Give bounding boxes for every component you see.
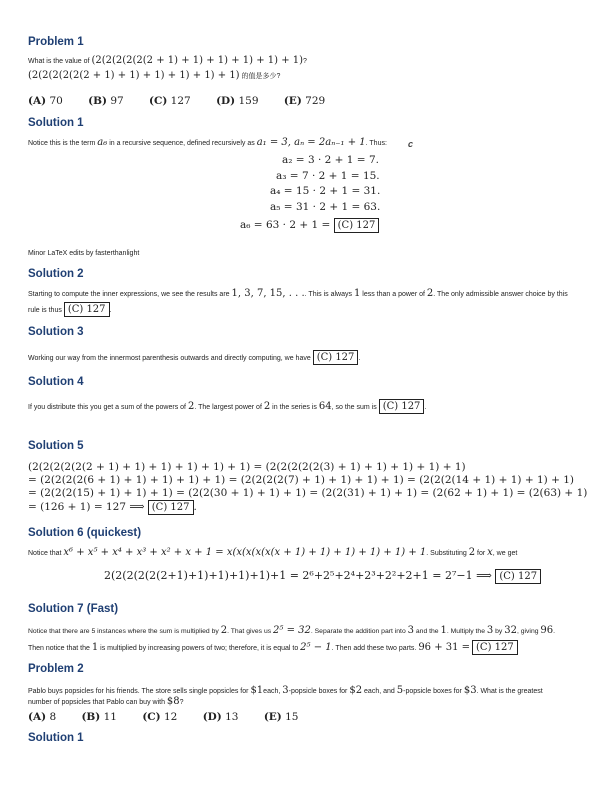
solution-2-heading: Solution 2 (28, 268, 84, 280)
solution-1-line-a4: a₄ = 15 · 2 + 1 = 31. (270, 185, 381, 197)
solution-1-intro: Notice this is the term a₆ in a recursive sequence, defined recursively as a₁ = 3, aₙ = 2aₙ₋₁ + 1. Thus: (28, 137, 387, 148)
solution-6-heading: Solution 6 (quickest) (28, 527, 142, 539)
choice-e: (E) 729 (283, 95, 326, 107)
choice-d: (D) 159 (216, 95, 259, 107)
problem-1-choices (28, 95, 347, 107)
problem-2-question: Pablo buys popsicles for his friends. The store sells single popsicles for $1each, 3-popsicle boxes for $2 each, and 5-popsicle boxes for $3. What is the greatest (28, 685, 543, 696)
solution-7-heading: Solution 7 (Fast) (28, 603, 119, 615)
solution-6-text: Notice that x⁶ + x⁵ + x⁴ + x³ + x² + x + 1 = x(x(x(x(x(x + 1) + 1) + 1) + 1) + 1) + 1. Substituting 2 for x, we get (28, 547, 518, 558)
solution-6-display: 2(2(2(2(2(2+1)+1)+1)+1)+1)+1 = 2⁶+2⁵+2⁴+2³+2²+2+1 = 2⁷−1 ⟹ (C) 127 (104, 569, 541, 584)
text-cursor-icon: 𝒄 (408, 139, 414, 149)
answer-box: (C) 127 (495, 569, 541, 584)
choice-a: (A) 70 (28, 95, 63, 107)
answer-box: (C) 127 (334, 218, 380, 233)
answer-box: (C) 127 (148, 500, 194, 515)
choice-e: (E) 15 (263, 711, 299, 723)
choice-b: (B) 97 (88, 95, 124, 107)
solution-2-text: Starting to compute the inner expressions, we see the results are 1, 3, 7, 15, . . .. This is always 1 less than a power of 2. The only admissible answer choice by this (28, 288, 568, 299)
problem-2-heading: Problem 2 (28, 663, 84, 675)
answer-box: (C) 127 (313, 350, 359, 365)
edit-note: Minor LaTeX edits by fasterthanlight (28, 250, 140, 257)
problem-1-question-line2: (2(2(2(2(2(2 + 1) + 1) + 1) + 1) + 1) + 1) 的值是多少? (28, 70, 281, 81)
solution-1-line-a6: a₆ = 63 · 2 + 1 = (C) 127 (240, 218, 379, 233)
solution-1-line-a3: a₃ = 7 · 2 + 1 = 15. (276, 170, 380, 182)
problem-2-choices (28, 711, 320, 723)
solution-4-text: If you distribute this you get a sum of the powers of 2. The largest power of 2 in the series is 64, so the sum is (C) 127 . (28, 401, 427, 412)
solution-4-heading: Solution 4 (28, 376, 84, 388)
choice-d: (D) 13 (202, 711, 239, 723)
solution-5-line1: (2(2(2(2(2(2 + 1) + 1) + 1) + 1) + 1) + 1) = (2(2(2(2(2(3) + 1) + 1) + 1) + 1) + 1) (28, 461, 466, 473)
solution-5-line3: = (2(2(2(15) + 1) + 1) + 1) = (2(2(30 + 1) + 1) + 1) = (2(2(31) + 1) + 1) = (2(62 + 1) + 1) = (2(63) + 1) (28, 487, 588, 499)
solution-5-line2: = (2(2(2(2(6 + 1) + 1) + 1) + 1) + 1) = (2(2(2(2(7) + 1) + 1) + 1) + 1) = (2(2(2(14 + 1) + 1) + 1) + 1) (28, 474, 574, 486)
solution-7-text-line2: Then notice that the 1 is multiplied by increasing powers of two; therefore, it is equal to 2⁵ − 1. Then add these two parts. 96 + 31 = (C) 127 (28, 640, 518, 655)
problem-2-question-line2: number of popsicles that Pablo can buy with $8? (28, 696, 184, 707)
solution-7-text: Notice that there are 5 instances where the sum is multiplied by 2. That gives us 2⁵ = 32. Separate the addition part into 3 and the 1. Multiply the 3 by 32, giving 96. (28, 625, 556, 636)
answer-box: (C) 127 (64, 302, 110, 317)
problem-1-heading: Problem 1 (28, 36, 84, 48)
answer-box: (C) 127 (379, 399, 425, 414)
solution-1-heading: Solution 1 (28, 117, 84, 129)
choice-c: (C) 127 (149, 95, 191, 107)
answer-box: (C) 127 (472, 640, 518, 655)
solution-1-line-a5: a₅ = 31 · 2 + 1 = 63. (270, 201, 381, 213)
problem-2-solution-1-heading: Solution 1 (28, 732, 84, 744)
choice-b: (B) 11 (81, 711, 117, 723)
choice-c: (C) 12 (142, 711, 178, 723)
solution-3-text: Working our way from the innermost parenthesis outwards and directly computing, we have (C) 127 . (28, 352, 361, 363)
problem-1-question: What is the value of (2(2(2(2(2(2 + 1) + 1) + 1) + 1) + 1) + 1)? (28, 55, 307, 66)
solution-5-line4: = (126 + 1) = 127 ⟹ (C) 127 . (28, 501, 197, 513)
solution-5-heading: Solution 5 (28, 440, 84, 452)
choice-a: (A) 8 (28, 711, 57, 723)
solution-2-text-line2: rule is thus (C) 127 . (28, 304, 112, 315)
solution-3-heading: Solution 3 (28, 326, 84, 338)
solution-1-line-a2: a₂ = 3 · 2 + 1 = 7. (282, 154, 379, 166)
